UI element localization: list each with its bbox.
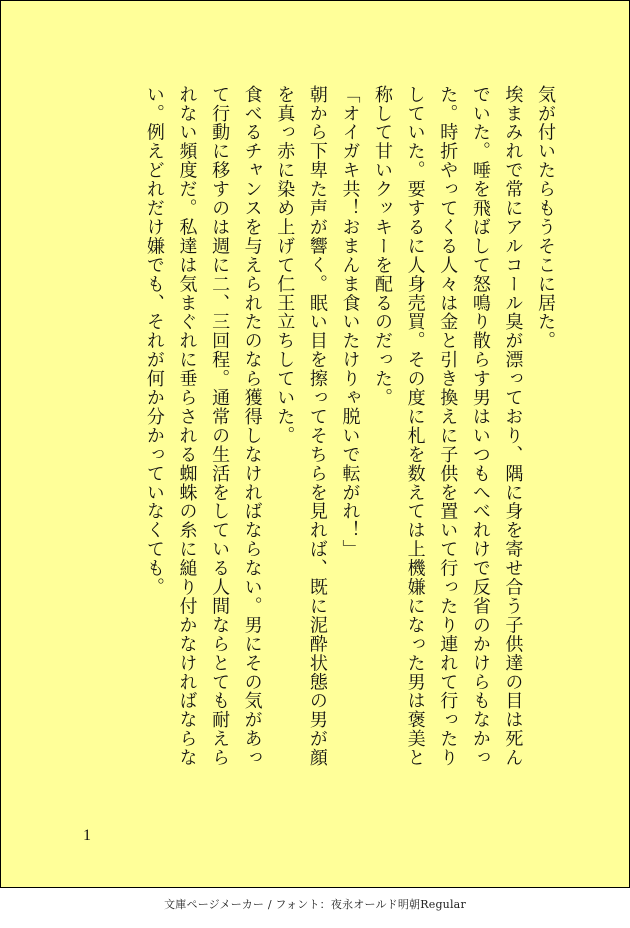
text-line-12: 食べるチャンスを与えられたのなら獲得しなければならない。男にその気があっ: [241, 85, 263, 768]
footer-credit: 文庫ページメーカー / フォント：夜永オールド明朝Regular: [164, 898, 466, 911]
text-line-14: れない頻度だ。私達は気まぐれに垂らされる蜘蛛の糸に縋り付かなければならな: [176, 85, 198, 768]
page-number: 1: [83, 827, 91, 844]
text-line-13: て行動に移すのは週に二、三回程。通常の生活をしている人間ならとても耐えら: [209, 85, 231, 768]
vertical-text-body: [137, 85, 561, 805]
text-line-3: でいた。唾を飛ばして怒鳴り散らす男はいつもへべれけで反省のかけらもなかっ: [469, 85, 491, 768]
text-line-2: 埃まみれで常にアルコール臭が漂っており、隅に身を寄せ合う子供達の目は死ん: [502, 85, 524, 768]
dialogue-line: 「オイガキ共！おまんま食いたけりゃ脱いで転がれ！」: [339, 85, 361, 559]
text-line-11: を真っ赤に染め上げて仁王立ちしていた。: [274, 85, 296, 446]
text-line-15: い。例えどれだけ嫌でも、それが何か分かっていなくても。: [143, 85, 165, 597]
text-line-1: 気が付いたらもうそこに居た。: [535, 85, 556, 351]
text-line-10: 朝から下卑た声が響く。眠い目を擦ってそちらを見れば、既に泥酔状態の男が顔: [306, 85, 328, 768]
text-line-4: た。時折やってくる人々は金と引き換えに子供を置いて行ったり連れて行ったり: [437, 85, 459, 768]
text-line-5: していた。要するに人身売買。その度に札を数えては上機嫌になった男は褒美と: [404, 85, 426, 768]
text-line-6: 称して甘いクッキーを配るのだった。: [372, 85, 394, 408]
